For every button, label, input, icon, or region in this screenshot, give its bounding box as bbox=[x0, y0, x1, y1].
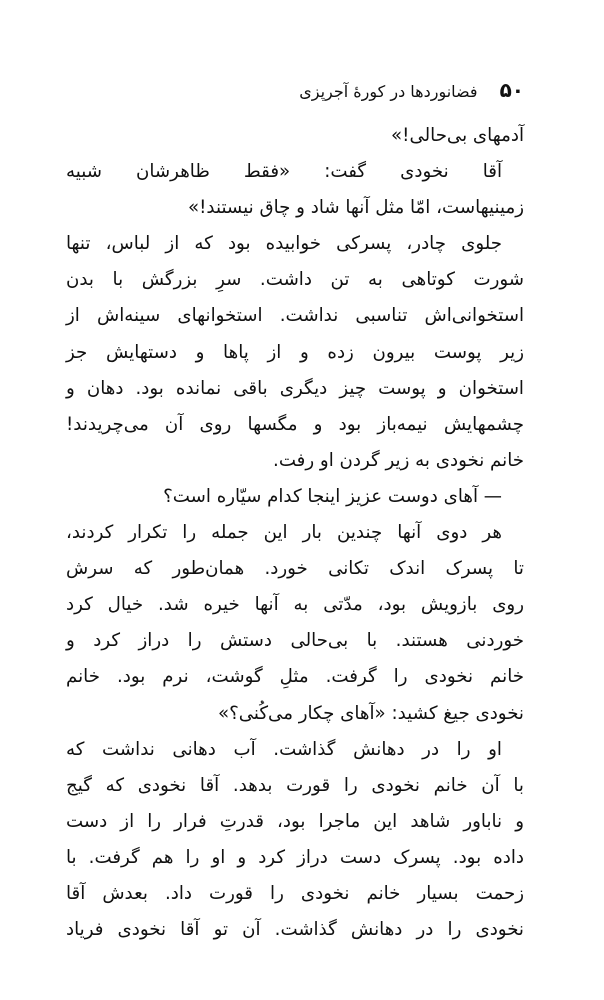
running-header bbox=[60, 78, 524, 108]
text-line: خانم نخودی را گرفت. مثلِ گوشت، نرم بود. خانم bbox=[66, 666, 524, 688]
book-title: فضانوردها در کورهٔ آجرپزی bbox=[299, 82, 478, 101]
text-line: جلوی چادر، پسرکی خوابیده بود که از لباس، تنها bbox=[66, 233, 502, 255]
text-line: هر دوی آنها چندین بار این جمله را تکرار کردند، bbox=[66, 522, 502, 544]
text-line: روی بازویش بود، مدّتی به آنها خیره شد. خیال کرد bbox=[66, 594, 524, 616]
text-line: با آن خانم نخودی را قورت بدهد. آقا نخودی که گیج bbox=[66, 774, 524, 796]
body-text bbox=[66, 118, 524, 948]
text-line: داده بود. پسرک دست دراز کرد و او را هم گرفت. با bbox=[66, 846, 524, 868]
text-line: زحمت بسیار خانم نخودی را قورت داد. بعدش آقا bbox=[66, 882, 524, 904]
text-line: استخوانی‌اش تناسبی نداشت. استخوانهای سینه‌اش از bbox=[66, 305, 524, 327]
text-line: زیر پوست بیرون زده و از پاها و دستهایش جز bbox=[66, 341, 524, 363]
text-line: و ناباور شاهد این ماجرا بود، قدرتِ فرار را از دست bbox=[66, 810, 524, 832]
text-line: استخوان و پوست چیز دیگری باقی نمانده بود. دهان و bbox=[66, 377, 524, 399]
text-line: آدمهای بی‌حالی!» bbox=[391, 125, 524, 146]
text-line: نخودی جیغ کشید: «آهای چکار می‌کُنی؟» bbox=[217, 702, 524, 724]
text-line: چشمهایش نیمه‌باز بود و مگسها روی آن می‌چریدند! bbox=[66, 413, 524, 435]
text-line: زمینیهاست، امّا مثل آنها شاد و چاق نیستند!» bbox=[187, 197, 524, 219]
text-line: شورت کوتاهی به تن داشت. سرِ بزرگش با بدن bbox=[66, 269, 524, 291]
text-line: او را در دهانش گذاشت. آب دهانی نداشت که bbox=[66, 738, 502, 760]
text-line: خانم نخودی به زیر گردن او رفت. bbox=[273, 449, 524, 471]
text-line: آقا نخودی گفت: «فقط ظاهرشان شبیه bbox=[66, 161, 502, 183]
page-number: ۵۰ bbox=[499, 78, 524, 102]
text-line: خوردنی هستند. با بی‌حالی دستش را دراز کرد و bbox=[66, 630, 524, 652]
text-line: — آهای دوست عزیز اینجا کدام سیّاره است؟ bbox=[163, 485, 502, 507]
text-line: نخودی را در دهانش گذاشت. آن تو آقا نخودی فریاد bbox=[66, 919, 524, 941]
text-line: تا پسرک اندک تکانی خورد. همان‌طور که سرش bbox=[66, 558, 524, 580]
